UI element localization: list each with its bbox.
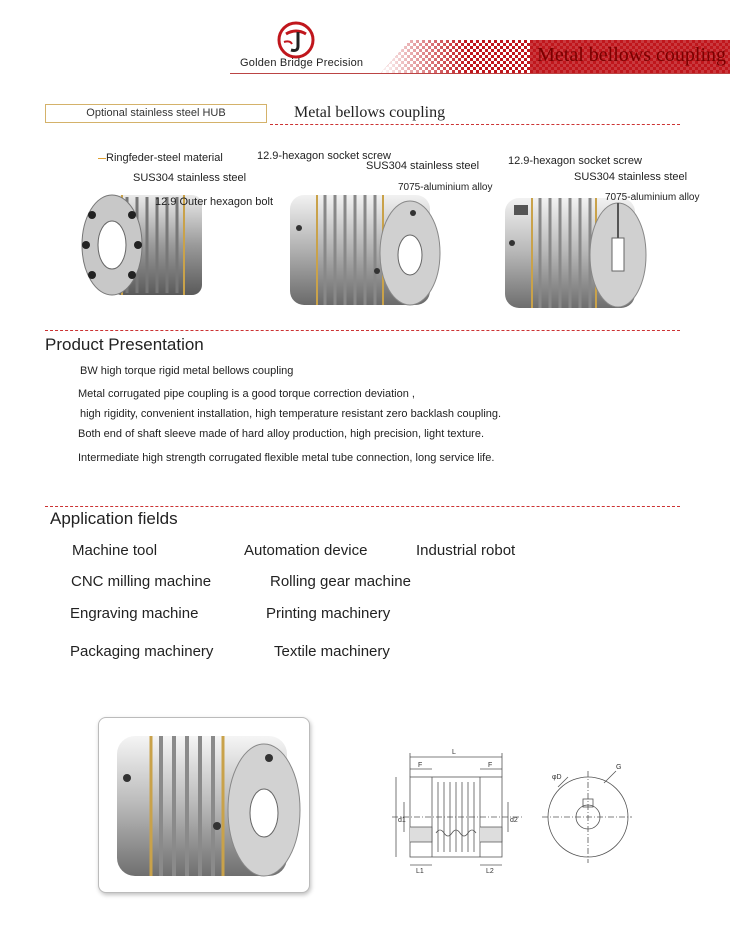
clamp-bellows-coupling-image — [285, 183, 445, 318]
product3-label-1: 12.9-hexagon socket screw — [508, 155, 642, 167]
application-fields-title: Application fields — [50, 509, 178, 528]
coupling-photo-frame — [98, 717, 310, 893]
section-divider — [45, 330, 680, 331]
product2-label-1: 12.9-hexagon socket screw — [257, 150, 391, 162]
golden-bridge-logo-icon — [276, 20, 316, 60]
dim-l: L — [452, 749, 456, 756]
application-item: Rolling gear machine — [270, 573, 411, 590]
application-item: Machine tool — [72, 542, 158, 559]
product1-label-3: 12.9 Outer hexagon bolt — [155, 196, 274, 208]
section-divider — [45, 506, 680, 507]
product-presentation-title: Product Presentation — [45, 335, 204, 354]
section-divider — [270, 124, 680, 125]
company-name: Golden Bridge Precision — [240, 57, 364, 69]
presentation-line-5: Intermediate high strength corrugated flexible metal tube connection, long service life. — [78, 452, 495, 464]
dim-d1: d1 — [398, 817, 406, 824]
presentation-line-4: Both end of shaft sleeve made of hard alloy production, high precision, light texture. — [78, 428, 485, 440]
presentation-line-1: BW high torque rigid metal bellows coupling — [80, 365, 294, 377]
application-item: Packaging machinery — [70, 643, 214, 660]
product3-label-2: SUS304 stainless steel — [574, 171, 688, 183]
product2-label-3: 7075-aluminium alloy — [398, 182, 493, 193]
application-item: Engraving machine — [70, 605, 199, 622]
dim-d2: d2 — [510, 817, 518, 824]
presentation-line-3: high rigidity, convenient installation, high temperature resistant zero backlash coupling. — [80, 408, 502, 420]
banner-title: Metal bellows coupling — [537, 44, 726, 66]
section-title: Metal bellows coupling — [294, 104, 446, 121]
product1-label-2: SUS304 stainless steel — [133, 172, 247, 184]
application-item: Automation device — [244, 542, 368, 559]
application-item: CNC milling machine — [71, 573, 212, 590]
dim-g: G — [616, 764, 622, 771]
coupling-photo — [99, 718, 310, 893]
technical-drawing — [352, 727, 632, 887]
dim-f-right: F — [488, 762, 493, 769]
slotted-bellows-coupling-image — [500, 183, 660, 323]
dim-l2: L2 — [486, 868, 494, 875]
dim-l1: L1 — [416, 868, 424, 875]
product3-label-3: 7075-aluminium alloy — [605, 192, 700, 203]
leader-line — [98, 158, 106, 159]
application-item: Printing machinery — [266, 605, 391, 622]
product2-label-2: SUS304 stainless steel — [366, 160, 480, 172]
optional-hub-badge: Optional stainless steel HUB — [45, 104, 267, 123]
dim-phi-d: φD — [552, 774, 562, 781]
dim-f-left: F — [418, 762, 423, 769]
header-divider — [230, 73, 730, 74]
application-item: Textile machinery — [274, 643, 390, 660]
presentation-line-2: Metal corrugated pipe coupling is a good torque correction deviation , — [78, 388, 415, 400]
application-item: Industrial robot — [416, 542, 516, 559]
product1-label-1: Ringfeder-steel material — [106, 152, 223, 164]
